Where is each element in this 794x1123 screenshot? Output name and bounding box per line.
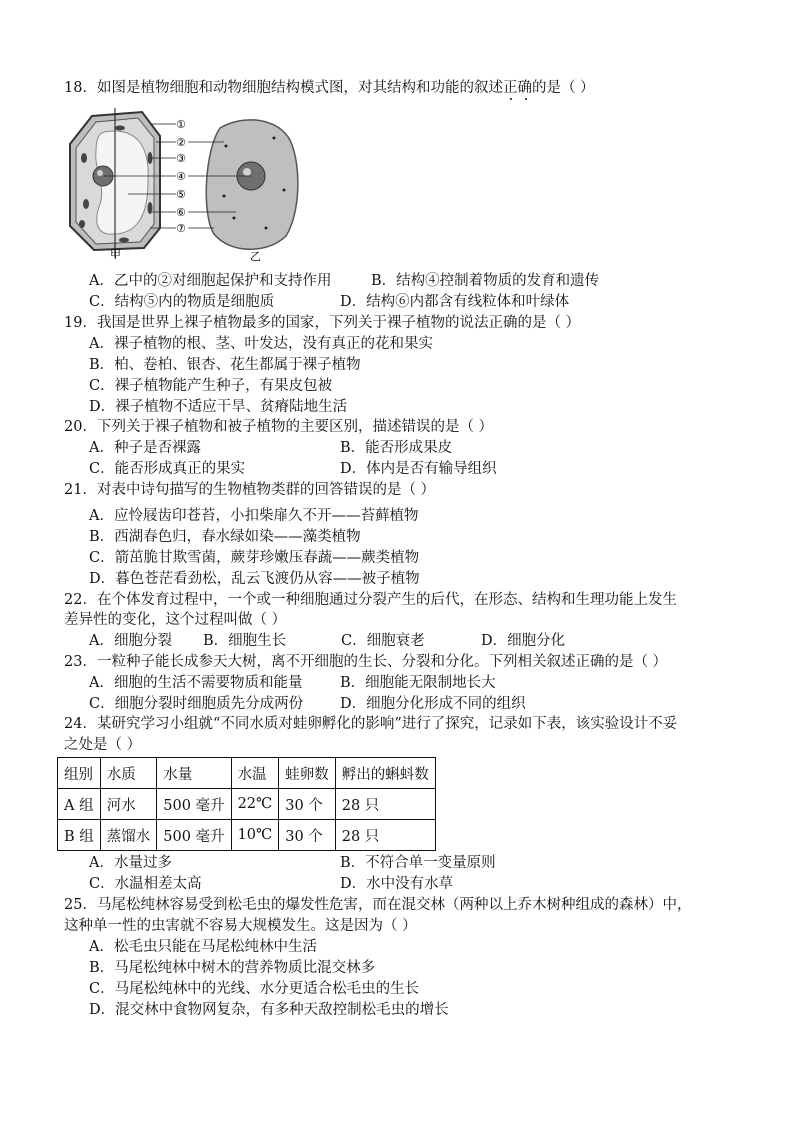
question-24-stem-line2: 之处是（ ）: [64, 737, 142, 753]
question-20-option-b[interactable]: B．能否形成果皮: [340, 440, 453, 456]
question-20-stem: 20．下列关于裸子植物和被子植物的主要区别，描述错误的是（ ）: [64, 419, 494, 435]
emphasis-char: 确: [517, 80, 532, 96]
question-21-option-c[interactable]: C．箭茁脆甘欺雪菌，蕨芽珍嫩压春蔬——蕨类植物: [89, 550, 420, 566]
label-4: ④: [176, 170, 186, 183]
question-25-option-c[interactable]: C．马尾松纯林中的光线、水分更适合松毛虫的生长: [89, 981, 420, 997]
table-header-cell: 水量: [157, 758, 231, 789]
question-22-stem-line1: 22．在个体发育过程中，一个或一种细胞通过分裂产生的后代，在形态、结构和生理功能上发生: [64, 592, 677, 608]
question-19-option-c[interactable]: C．裸子植物能产生种子，有果皮包被: [89, 378, 333, 394]
question-22-option-a[interactable]: A．细胞分裂: [89, 633, 172, 649]
question-24-option-b[interactable]: B．不符合单一变量原则: [340, 855, 496, 871]
question-23-option-d[interactable]: D．细胞分化形成不同的组织: [340, 696, 526, 712]
table-cell: 河水: [100, 789, 157, 820]
label-7: ⑦: [176, 222, 186, 235]
table-cell: B 组: [58, 820, 101, 851]
table-cell: 28 只: [335, 820, 435, 851]
emphasis-char: 正: [502, 80, 518, 96]
caption-plant-cell: 甲: [110, 248, 121, 261]
question-18-option-c[interactable]: C．结构⑤内的物质是细胞质: [89, 294, 275, 310]
question-20-option-a[interactable]: A．种子是否裸露: [89, 440, 201, 456]
table-cell: 500 毫升: [157, 789, 231, 820]
cell-structure-figure: [64, 108, 304, 266]
question-24-option-a[interactable]: A．水量过多: [89, 855, 172, 871]
question-19-option-d[interactable]: D．裸子植物不适应干旱、贫瘠陆地生活: [89, 399, 348, 415]
question-22-option-b[interactable]: B．细胞生长: [203, 633, 287, 649]
table-header-cell: 蛙卵数: [279, 758, 336, 789]
table-header-cell: 水温: [231, 758, 279, 789]
question-23-option-c[interactable]: C．细胞分裂时细胞质先分成两份: [89, 696, 304, 712]
table-cell: 30 个: [279, 820, 336, 851]
question-18-option-a[interactable]: A．乙中的②对细胞起保护和支持作用: [89, 273, 332, 289]
question-18-option-d[interactable]: D．结构⑥内都含有线粒体和叶绿体: [340, 294, 570, 310]
question-23-option-a[interactable]: A．细胞的生活不需要物质和能量: [89, 675, 303, 691]
question-21-option-b[interactable]: B．西湖春色归，春水绿如染——藻类植物: [89, 529, 361, 545]
structure-labels: [176, 118, 186, 235]
question-21-option-a[interactable]: A．应怜屐齿印苍苔，小扣柴扉久不开——苔藓植物: [89, 508, 419, 524]
question-23-option-b[interactable]: B．细胞能无限制地长大: [340, 675, 496, 691]
table-header-cell: 水质: [100, 758, 157, 789]
question-24-option-d[interactable]: D．水中没有水草: [340, 876, 454, 892]
table-cell: 500 毫升: [157, 820, 231, 851]
question-19-option-a[interactable]: A．裸子植物的根、茎、叶发达，没有真正的花和果实: [89, 336, 433, 352]
question-25-option-a[interactable]: A．松毛虫只能在马尾松纯林中生活: [89, 939, 317, 955]
table-cell: 22℃: [231, 789, 279, 820]
question-19-stem: 19．我国是世界上裸子植物最多的国家，下列关于裸子植物的说法正确的是（ ）: [64, 315, 581, 331]
question-25-stem-line2: 这种单一性的虫害就不容易大规模发生。这是因为（ ）: [64, 918, 417, 934]
label-3: ③: [176, 152, 186, 165]
experiment-table: [57, 757, 436, 851]
table-header-cell: 孵出的蝌蚪数: [335, 758, 435, 789]
question-21-option-d[interactable]: D．暮色苍茫看劲松，乱云飞渡仍从容——被子植物: [89, 571, 420, 587]
question-19-option-b[interactable]: B．柏、卷柏、银杏、花生都属于裸子植物: [89, 357, 361, 373]
question-25-option-d[interactable]: D．混交林中食物网复杂，有多种天敌控制松毛虫的增长: [89, 1002, 449, 1018]
table-cell: 蒸馏水: [100, 820, 157, 851]
question-18-stem: [64, 78, 595, 98]
table-cell: 30 个: [279, 789, 336, 820]
label-1: ①: [176, 118, 186, 131]
question-24-option-c[interactable]: C．水温相差太高: [89, 876, 202, 892]
table-header-row: [58, 758, 436, 789]
question-21-stem: 21．对表中诗句描写的生物植物类群的回答错误的是（ ）: [64, 482, 436, 498]
question-20-option-c[interactable]: C．能否形成真正的果实: [89, 461, 246, 477]
plant-cell-diagram: [70, 108, 160, 258]
table-cell: 28 只: [335, 789, 435, 820]
question-24-stem-line1: 24．某研究学习小组就“不同水质对蛙卵孵化的影响”进行了探究，记录如下表，该实验设计不妥: [64, 716, 678, 732]
table-cell: 10℃: [231, 820, 279, 851]
question-18-option-b[interactable]: B．结构④控制着物质的发育和遗传: [371, 273, 600, 289]
caption-animal-cell: 乙: [250, 250, 261, 263]
label-2: ②: [176, 136, 186, 149]
question-20-option-d[interactable]: D．体内是否有输导组织: [340, 461, 497, 477]
question-18-stem-end: 的是（ ）: [531, 80, 595, 96]
table-row: [58, 820, 436, 851]
label-5: ⑤: [176, 188, 186, 201]
table-row: [58, 789, 436, 820]
label-6: ⑥: [176, 206, 186, 219]
table-cell: A 组: [58, 789, 101, 820]
question-23-stem: 23．一粒种子能长成参天大树，离不开细胞的生长、分裂和分化。下列相关叙述正确的是（ ）: [64, 654, 668, 670]
question-22-option-c[interactable]: C．细胞衰老: [341, 633, 425, 649]
question-22-stem-line2: 差异性的变化，这个过程叫做（ ）: [64, 612, 287, 628]
question-25-option-b[interactable]: B．马尾松纯林中树木的营养物质比混交林多: [89, 960, 376, 976]
question-18-stem-text: 18．如图是植物细胞和动物细胞结构模式图，对其结构和功能的叙述: [64, 80, 503, 96]
table-header-cell: 组别: [58, 758, 101, 789]
question-25-stem-line1: 25．马尾松纯林容易受到松毛虫的爆发性危害，而在混交林（两种以上乔木树种组成的森林）中，: [64, 897, 692, 913]
animal-cell-diagram: [206, 120, 298, 249]
question-22-option-d[interactable]: D．细胞分化: [481, 633, 566, 649]
